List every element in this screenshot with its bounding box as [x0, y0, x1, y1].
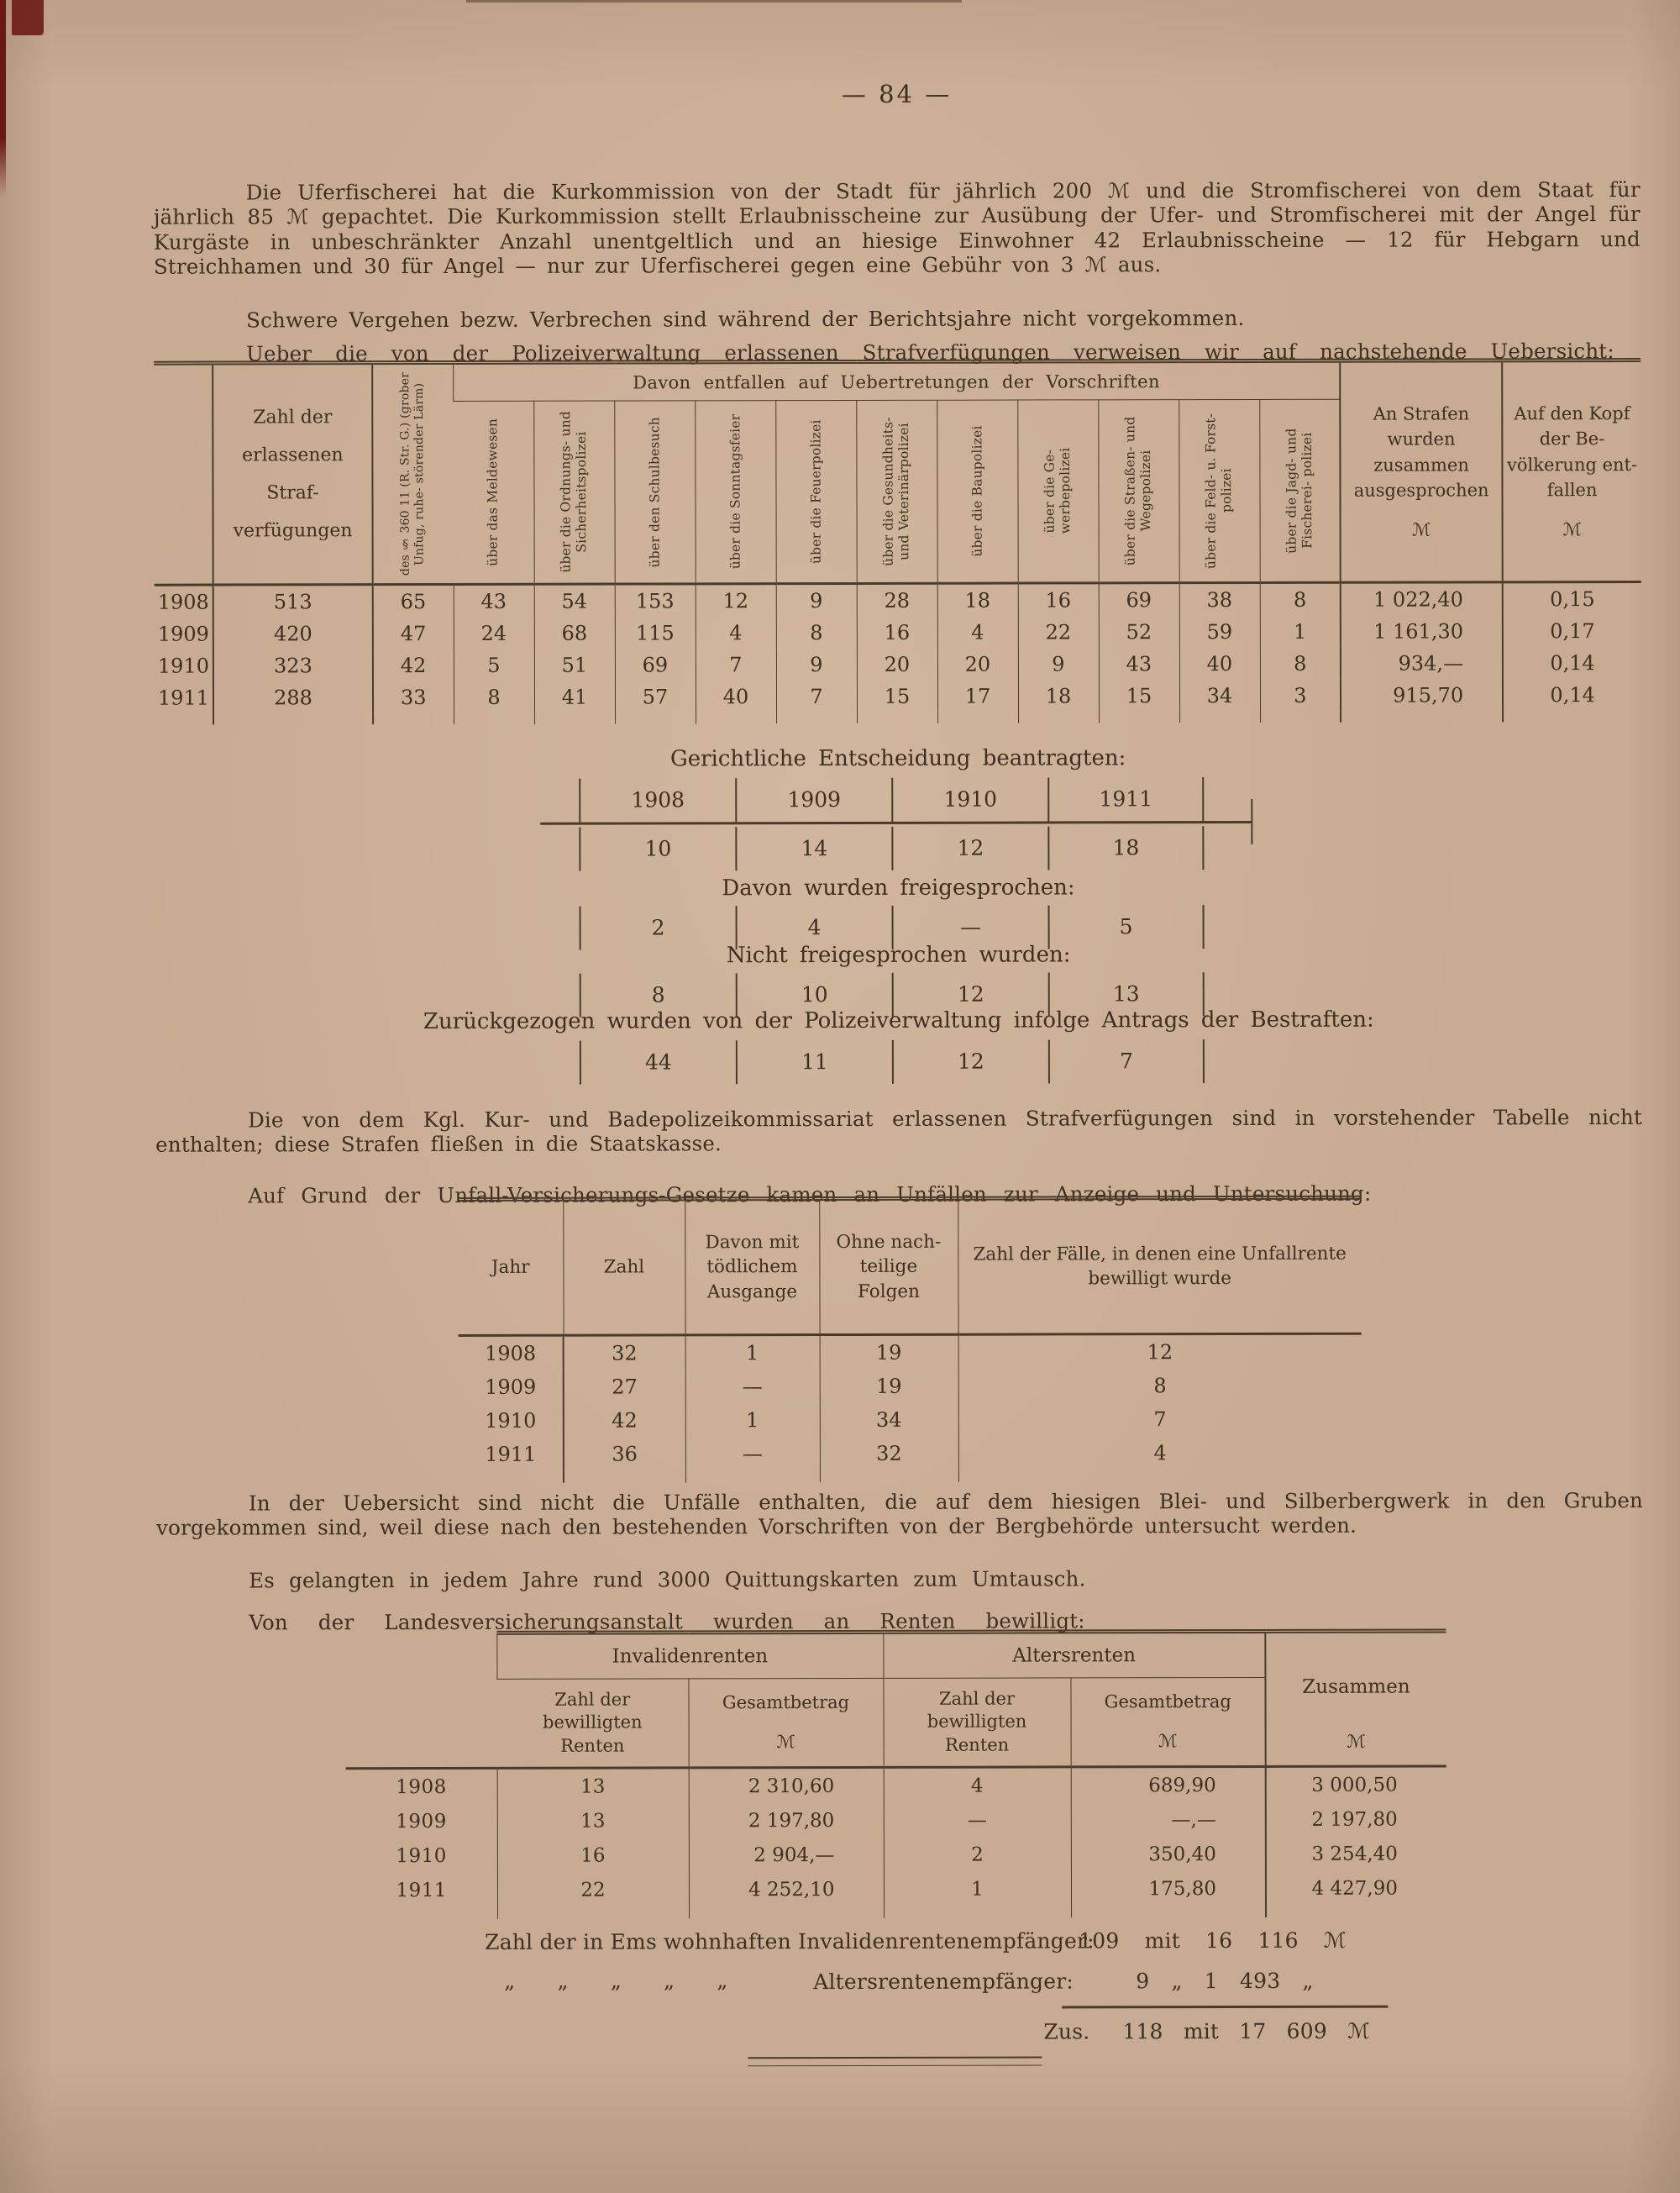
rotated-column-header-label: über die Jagd- und Fischerei- polizei	[1284, 428, 1315, 554]
zahl-label: Zahl der bewilligten Renten	[927, 1688, 1027, 1755]
zusammen-label: Zusammen	[1302, 1675, 1410, 1698]
summary-rule	[1062, 2006, 1388, 2009]
table-cell: 9	[776, 649, 857, 681]
rotated-column-header-label: über die Baupolizei	[969, 425, 985, 557]
value-cell: 10	[736, 973, 892, 1017]
rule-tail-cell	[1341, 711, 1503, 722]
table-cell: 34	[1179, 680, 1260, 712]
year-column-header	[345, 1633, 496, 1768]
rotated-column-header	[453, 401, 533, 584]
value-cell: 10	[579, 827, 735, 870]
table-cell: 7	[776, 681, 857, 713]
table-cell: 4	[884, 1767, 1071, 1803]
kopf-header-label: Auf den Kopf der Be- völkerung ent- fallen	[1506, 402, 1638, 501]
rotated-column-header-label: über die Ordnungs- und Sicherheitspolizei	[558, 411, 590, 574]
table-rule-endbar	[1251, 799, 1253, 844]
table-cell: 36	[564, 1437, 685, 1470]
column-header: Davon mit tödlichem Ausgange	[685, 1199, 819, 1335]
renten-table-body	[346, 1766, 1446, 1919]
table-cell: 12	[958, 1333, 1362, 1370]
alters-zahl-header	[883, 1678, 1070, 1767]
table-cell: 1908	[485, 1341, 537, 1365]
value-cell: 2	[580, 906, 736, 949]
total-value: 118 mit 17 609 ℳ	[1122, 2018, 1371, 2044]
table-cell: 41	[534, 681, 615, 713]
rule-tail-cell	[213, 713, 373, 724]
rotated-header-label: des § 360 11 (R. Str. G.) (grober Unfug, ruhe- störender Lärm)	[398, 372, 427, 576]
gerichtliche-values-row	[579, 826, 1204, 871]
table-cell: 22	[1018, 616, 1099, 648]
rule-tail-cell	[459, 1471, 564, 1483]
invalidenrenten-group-header: Invalidenrenten	[496, 1632, 883, 1679]
table-cell: 32	[820, 1437, 958, 1470]
rule-tail-cell	[685, 1470, 820, 1482]
rule-tail-cell	[689, 1906, 884, 1918]
table-cell: 4 252,10	[689, 1872, 884, 1906]
table-cell: 8	[454, 681, 534, 713]
year-cell: 1911	[1047, 777, 1204, 821]
table-cell: 43	[1099, 648, 1179, 680]
rule-tail-cell	[1266, 1905, 1446, 1917]
rule-tail-cell	[373, 713, 454, 724]
table-cell: 7	[696, 649, 776, 681]
table-cell: 24	[454, 618, 534, 649]
paragraph-fischerei: Die Uferfischerei hat die Kurkommission von der Stadt für jährlich 200 ℳ und die Stromfischerei von dem Staat für jährlich 85 ℳ gepachtet. Die Kurkommission stellt Erlaubnisscheine zur Ausübung der Ufer- und Stromfischerei mit der Angel für Kurgäste in unbeschränkter Anzahl unentgeltlich und an hiesige Einwohner 42 Erlaubnisscheine — 12 für Hebgarn und Streichhamen und 30 für Angel — nur zur Uferfischerei gegen eine Gebühr von 3 ℳ aus.	[153, 176, 1641, 279]
table-cell: 65	[373, 584, 454, 618]
table-cell: 323	[213, 649, 373, 681]
table-cell: 52	[1099, 616, 1179, 648]
table-cell: 18	[937, 583, 1018, 617]
table-cell: 0,15	[1503, 582, 1641, 616]
table-cell: 19	[820, 1370, 958, 1403]
table-rule	[540, 821, 1251, 824]
page-number: — 84 —	[841, 79, 953, 108]
table-cell: 43	[454, 584, 534, 618]
rule-tail-cell	[564, 1470, 685, 1482]
table-cell: 1911	[485, 1442, 537, 1466]
table-cell: 12	[696, 584, 776, 618]
table-cell: 2	[884, 1837, 1071, 1871]
zurueckgezogen-title: Zurückgezogen wurden von der Polizeiverwaltung infolge Antrags der Bestraften:	[423, 1007, 1374, 1035]
rotated-column-header	[937, 400, 1017, 583]
table-row	[346, 1801, 1446, 1838]
rotated-column-header-label: über den Schulbesuch	[647, 416, 663, 568]
invaliden-summary-value: 109 mit 16 116 ℳ	[1079, 1927, 1347, 1954]
value-cell: —	[892, 905, 1048, 949]
table-cell: —	[685, 1370, 820, 1403]
table-cell: 9	[776, 583, 857, 617]
rule-tail-cell	[454, 713, 534, 724]
rule-tail-cell	[1503, 711, 1641, 722]
rotated-column-header	[1098, 400, 1179, 583]
table-cell: 1908	[396, 1775, 447, 1798]
unfall-table	[458, 1196, 1362, 1483]
paragraph-unfall-intro: Auf Grund der Unfall-Versicherungs-Gesetze kamen an Unfällen zur Anzeige und Untersuchung:	[248, 1181, 1372, 1207]
value-cell: 7	[1048, 1039, 1205, 1083]
table-cell: 2 904,—	[689, 1838, 884, 1872]
table-row	[346, 1836, 1446, 1873]
table-cell: 288	[213, 681, 373, 713]
closing-rule	[748, 2056, 1042, 2066]
total-label: Zus.	[1043, 2019, 1090, 2044]
altersrenten-group-header: Altersrenten	[883, 1631, 1265, 1678]
table-cell: 27	[564, 1370, 685, 1403]
mark-symbol: ℳ	[776, 1732, 795, 1753]
value-cell: 13	[1048, 972, 1205, 1016]
table-cell: 9	[1018, 648, 1099, 680]
strafen-header-label: An Strafen wurden zusammen ausgesprochen	[1353, 403, 1489, 501]
paragraph-quittungskarten: Es gelangten in jedem Jahre rund 3000 Quittungskarten zum Umtausch.	[249, 1565, 1086, 1592]
rule-tail-cell	[615, 713, 696, 723]
rule-tail-cell	[1260, 712, 1341, 723]
nicht-freigesprochen-title: Nicht freigesprochen wurden:	[726, 942, 1071, 969]
rotated-column-header-label: über die Gesundheits- und Veterinärpolizei	[880, 417, 912, 566]
table-cell: 8	[958, 1369, 1362, 1403]
rule-tail-cell	[155, 714, 213, 725]
kopf-column-header	[1502, 360, 1641, 582]
table-cell: 1910	[157, 654, 209, 678]
table-cell: 40	[1179, 648, 1260, 680]
table-cell: 4	[696, 617, 776, 649]
table-cell: 20	[937, 649, 1018, 681]
table-row	[155, 582, 1641, 618]
table-cell: 28	[857, 583, 937, 617]
table-cell: 3 000,50	[1266, 1766, 1446, 1802]
table-cell: 1909	[485, 1375, 537, 1399]
table-cell: 1909	[157, 622, 209, 646]
year-column-header	[154, 363, 213, 585]
table-cell: 934,—	[1341, 647, 1503, 679]
table-cell: 42	[564, 1403, 685, 1437]
table-cell: 0,14	[1503, 679, 1641, 711]
table-cell: 69	[615, 649, 696, 681]
table-cell: 1	[884, 1871, 1071, 1906]
value-cell: 18	[1047, 826, 1204, 870]
rotated-column-header	[1259, 399, 1341, 582]
table-cell: 16	[857, 617, 937, 649]
table-cell: 69	[1099, 583, 1179, 617]
table-cell: 4 427,90	[1266, 1870, 1446, 1905]
rotated-column-header	[775, 400, 856, 583]
value-cell: 12	[892, 972, 1048, 1016]
table-cell: 915,70	[1341, 679, 1503, 711]
rule-tail-cell	[1099, 712, 1179, 723]
table-cell: 16	[1018, 583, 1099, 617]
table-rule-tail	[459, 1470, 1362, 1483]
rule-tail-cell	[696, 713, 776, 723]
invaliden-summary-label: Zahl der in Ems wohnhaften Invalidenrentenempfänger:	[485, 1928, 1095, 1954]
rotated-column-header	[1179, 399, 1259, 582]
rotated-column-header-label: über die Ge- werbepolizei	[1042, 448, 1074, 534]
unfall-header-row	[458, 1197, 1361, 1335]
table-cell: 0,17	[1503, 615, 1641, 647]
table-row	[155, 615, 1641, 650]
table-cell: 8	[1260, 648, 1341, 680]
table-cell: 1910	[396, 1844, 447, 1867]
table-cell: 4	[958, 1436, 1362, 1470]
alters-summary-value: 9 „ 1 493 „	[1136, 1968, 1314, 1994]
strafverfuegungen-table	[154, 358, 1641, 725]
table-cell: 7	[958, 1402, 1362, 1437]
table-cell: 1909	[396, 1810, 447, 1833]
gerichtliche-years-row	[579, 777, 1204, 823]
year-cell: 1909	[735, 778, 891, 822]
column-header: Jahr	[458, 1199, 563, 1335]
alters-betrag-header	[1070, 1677, 1265, 1766]
table-row	[459, 1369, 1362, 1404]
value-cell: 8	[580, 973, 736, 1017]
table-cell: 689,90	[1071, 1766, 1266, 1802]
table-row	[346, 1870, 1446, 1907]
rule-tail-cell	[937, 713, 1018, 723]
mark-symbol: ℳ	[1411, 519, 1431, 540]
mark-symbol: ℳ	[1562, 518, 1582, 539]
rule-tail-cell	[346, 1907, 497, 1919]
table-row	[459, 1402, 1362, 1438]
table-cell: 22	[497, 1872, 689, 1906]
rotated-column-header	[1017, 400, 1098, 583]
table-cell: 1911	[396, 1879, 448, 1901]
paragraph-bergwerk: In der Uebersicht sind nicht die Unfälle enthalten, die auf dem hiesigen Blei- und Silberbergwerk in den Gruben vorgekommen sind, weil diese nach den bestehenden Vorschriften von der Bergbehörde untersucht werden.	[156, 1487, 1644, 1540]
rule-tail-cell	[497, 1906, 689, 1918]
table-cell: 51	[534, 649, 615, 681]
ditto-marks: „ „ „ „ „	[504, 1968, 728, 1993]
table-cell: 1	[685, 1403, 820, 1437]
table-rule-tail	[346, 1905, 1446, 1919]
year-cell: 1908	[579, 778, 735, 822]
table-cell: 54	[534, 584, 615, 618]
table-cell: 8	[776, 617, 857, 649]
value-cell: 14	[735, 827, 891, 870]
table-cell: 19	[820, 1334, 958, 1370]
table-cell: 57	[615, 681, 696, 713]
renten-table	[345, 1628, 1446, 1919]
table-cell: 2 197,80	[1266, 1801, 1446, 1836]
value-cell: 12	[892, 1039, 1048, 1083]
table-row	[459, 1333, 1362, 1370]
paragraph-renten-intro: Von der Landesversicherungsanstalt wurden an Renten bewilligt:	[249, 1607, 1085, 1634]
davon-span-header: Davon entfallen auf Uebertretungen der Vorschriften	[453, 360, 1340, 401]
rotated-column-header	[614, 401, 695, 584]
table-cell: —,—	[1071, 1802, 1266, 1837]
table-row	[459, 1436, 1362, 1471]
rotated-column-header	[856, 400, 937, 583]
gesamtbetrag-label: Gesamtbetrag	[722, 1691, 850, 1712]
invaliden-zahl-header	[496, 1679, 688, 1768]
column-header: Zahl	[563, 1199, 685, 1335]
table-cell: 1911	[157, 686, 210, 710]
table-cell: 32	[564, 1335, 685, 1370]
paragraph-badepolizei: Die von dem Kgl. Kur- und Badepolizeikommissariat erlassenen Strafverfügungen sind in vorstehender Tabelle nicht enthalten; diese Strafen fließen in die Staatskasse.	[155, 1104, 1643, 1157]
table-cell: 15	[857, 681, 937, 713]
rotated-column-header-label: über die Straßen- und Wegepolizei	[1122, 416, 1154, 566]
rotated-header-paragraph-360	[372, 362, 454, 584]
table-cell: 34	[820, 1403, 958, 1437]
table-cell: 1 161,30	[1341, 615, 1503, 647]
table-cell: 8	[1260, 582, 1341, 616]
paragraph-uebersicht-intro: Ueber die von der Polizeiverwaltung erlassenen Strafverfügungen verweisen wir auf nachstehende Uebersicht:	[246, 338, 1614, 366]
table-cell: 33	[373, 681, 454, 713]
table-rule-tail	[155, 711, 1641, 725]
alters-summary-label: Altersrentenempfänger:	[813, 1969, 1074, 1995]
rule-tail-cell	[1071, 1906, 1266, 1917]
table-cell: 1	[685, 1335, 820, 1370]
table-cell: 42	[373, 649, 454, 681]
table-row	[155, 679, 1641, 714]
table-cell: 38	[1179, 582, 1260, 616]
straf-table-body	[155, 582, 1641, 725]
table-cell: 13	[497, 1768, 689, 1804]
zahl-column-header: Zahl der erlassenen Straf- verfügungen	[213, 363, 373, 585]
gesamtbetrag-label: Gesamtbetrag	[1104, 1691, 1231, 1712]
table-cell: 3	[1260, 680, 1341, 712]
rule-tail-cell	[820, 1470, 958, 1482]
value-cell: 12	[891, 826, 1047, 870]
table-cell: 153	[615, 584, 696, 618]
rule-tail-cell	[884, 1906, 1071, 1917]
table-cell: 59	[1179, 616, 1260, 648]
table-cell: 2 310,60	[689, 1767, 884, 1803]
table-cell: 175,80	[1071, 1871, 1266, 1906]
table-cell: 420	[213, 618, 373, 649]
value-cell: 4	[736, 906, 892, 949]
rule-tail-cell	[776, 713, 857, 723]
mark-symbol: ℳ	[1158, 1731, 1178, 1752]
rule-tail-cell	[958, 1470, 1362, 1482]
table-cell: 18	[1018, 680, 1099, 712]
rule-tail-cell	[857, 713, 937, 723]
rotated-column-header-label: über das Meldewesen	[485, 418, 501, 566]
table-cell: 0,14	[1503, 647, 1641, 679]
table-cell: 5	[454, 649, 534, 681]
table-cell: 1908	[157, 590, 209, 614]
rotated-column-header	[533, 401, 614, 584]
table-cell: 2 197,80	[689, 1803, 884, 1838]
column-header: Zahl der Fälle, in denen eine Unfallrente bewilligt wurde	[958, 1197, 1361, 1334]
rotated-column-header-label: über die Sonntagsfeier	[727, 413, 743, 570]
table-cell: 350,40	[1071, 1837, 1266, 1871]
table-cell: —	[685, 1437, 820, 1470]
value-cell: 11	[736, 1040, 892, 1084]
rotated-column-header	[695, 401, 775, 584]
column-header: Ohne nach- teilige Folgen	[819, 1198, 958, 1334]
unfall-table-body	[459, 1333, 1362, 1483]
table-row	[155, 647, 1641, 682]
table-cell: 17	[937, 681, 1018, 713]
table-cell: 20	[857, 649, 937, 681]
strafen-column-header	[1340, 360, 1503, 582]
rule-tail-cell	[534, 713, 615, 724]
zahl-label: Zahl der bewilligten Renten	[543, 1689, 643, 1756]
table-row	[346, 1766, 1446, 1804]
table-cell: 1 022,40	[1341, 582, 1503, 616]
table-cell: 40	[696, 681, 776, 713]
rotated-column-header-label: über die Feld- u. Forst- polizei	[1203, 413, 1235, 569]
table-cell: —	[884, 1802, 1071, 1837]
table-cell: 47	[373, 618, 454, 649]
mark-symbol: ℳ	[1347, 1731, 1366, 1752]
table-cell: 513	[213, 585, 373, 618]
rule-tail-cell	[1018, 712, 1099, 723]
freigesprochen-title: Davon wurden freigesprochen:	[722, 875, 1075, 902]
gerichtliche-title: Gerichtliche Entscheidung beantragten:	[669, 745, 1126, 772]
paragraph-vergehen: Schwere Vergehen bezw. Verbrechen sind während der Berichtsjahre nicht vorgekommen.	[246, 305, 1245, 332]
table-cell: 16	[497, 1838, 689, 1872]
value-cell: 5	[1048, 905, 1205, 949]
table-cell: 1	[1260, 616, 1341, 648]
table-cell: 1910	[485, 1408, 537, 1433]
year-cell: 1910	[891, 777, 1047, 821]
invaliden-betrag-header	[688, 1678, 883, 1767]
table-cell: 115	[615, 617, 696, 649]
table-cell: 68	[534, 618, 615, 649]
zurueckgezogen-values-row	[580, 1039, 1205, 1085]
table-cell: 3 254,40	[1266, 1836, 1446, 1870]
zusammen-column-header	[1265, 1631, 1446, 1766]
rule-tail-cell	[1179, 712, 1260, 723]
rotated-column-header-label: über die Feuerpolizei	[808, 419, 824, 564]
table-cell: 13	[497, 1803, 689, 1838]
value-cell: 44	[580, 1040, 736, 1084]
table-cell: 15	[1099, 680, 1179, 712]
table-cell: 4	[937, 617, 1018, 649]
